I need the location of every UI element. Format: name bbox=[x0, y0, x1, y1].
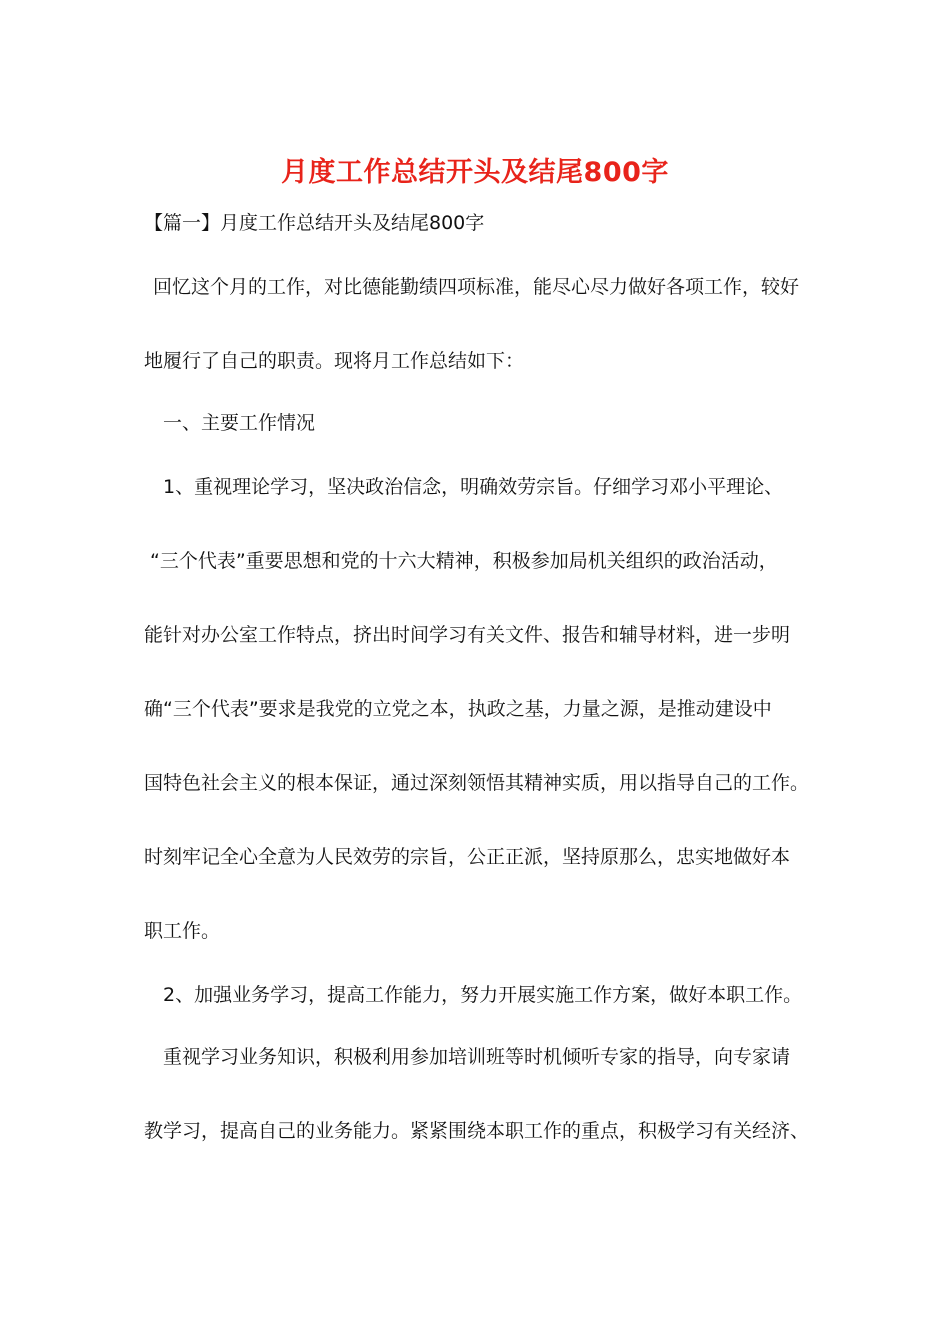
paragraph-line: 地履行了自己的职责。现将月工作总结如下： bbox=[144, 350, 525, 372]
paragraph-line: “三个代表”重要思想和党的十六大精神，积极参加局机关组织的政治活动， bbox=[150, 550, 778, 572]
document-title: 月度工作总结开头及结尾800字 bbox=[281, 157, 669, 188]
paragraph-line: 国特色社会主义的根本保证，通过深刻领悟其精神实质，用以指导自己的工作。 bbox=[144, 772, 810, 794]
paragraph-line: 重视学习业务知识，积极利用参加培训班等时机倾听专家的指导，向专家请 bbox=[163, 1046, 791, 1068]
paragraph-line: 2、加强业务学习，提高工作能力，努力开展实施工作方案，做好本职工作。 bbox=[163, 984, 803, 1006]
paragraph-line: 1、重视理论学习，坚决政治信念，明确效劳宗旨。仔细学习邓小平理论、 bbox=[163, 476, 784, 498]
paragraph-line: 能针对办公室工作特点，挤出时间学习有关文件、报告和辅导材料，进一步明 bbox=[144, 624, 791, 646]
paragraph-line: 职工作。 bbox=[144, 920, 221, 942]
subheading: 一、主要工作情况 bbox=[163, 412, 316, 434]
paragraph-line: 教学习，提高自己的业务能力。紧紧围绕本职工作的重点，积极学习有关经济、 bbox=[144, 1120, 810, 1142]
paragraph-line: 确“三个代表”要求是我党的立党之本，执政之基，力量之源，是推动建设中 bbox=[144, 698, 772, 720]
section-heading: 【篇一】月度工作总结开头及结尾800字 bbox=[144, 212, 485, 234]
paragraph-line: 时刻牢记全心全意为人民效劳的宗旨，公正正派，坚持原那么，忠实地做好本 bbox=[144, 846, 791, 868]
paragraph-line: 回忆这个月的工作，对比德能勤绩四项标准，能尽心尽力做好各项工作，较好 bbox=[153, 276, 800, 298]
